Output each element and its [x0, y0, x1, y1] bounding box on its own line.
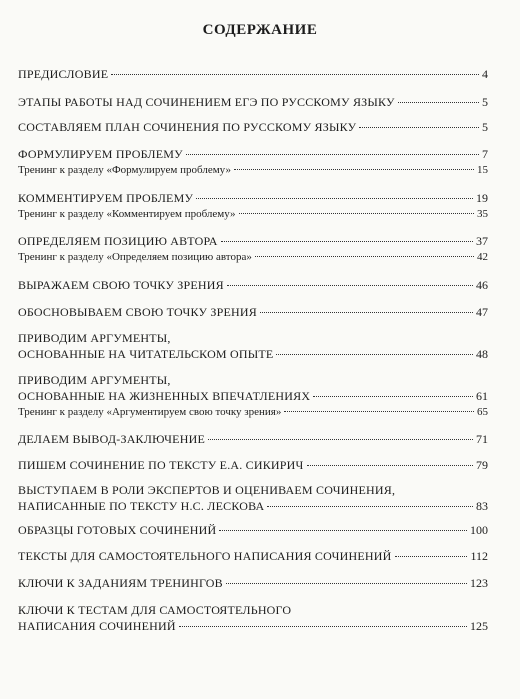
toc-entry — [18, 372, 488, 420]
page-number: 100 — [470, 523, 488, 537]
training-title: Тренинг к разделу «Формулируем проблему» — [18, 164, 231, 176]
dot-leader — [227, 285, 473, 286]
entry-title-line: КЛЮЧИ К ТЕСТАМ ДЛЯ САМОСТОЯТЕЛЬНОГО — [18, 603, 292, 617]
dot-leader — [239, 213, 474, 214]
dot-leader — [111, 74, 479, 75]
page-number: 46 — [476, 278, 488, 292]
toc-entry — [18, 522, 488, 538]
page-number: 19 — [476, 191, 488, 205]
training-title: Тренинг к разделу «Комментируем проблему» — [18, 208, 236, 220]
toc-entry — [18, 602, 488, 634]
entry-title: ОПРЕДЕЛЯЕМ ПОЗИЦИЮ АВТОРА — [18, 234, 218, 248]
dot-leader — [395, 556, 468, 557]
toc-entry — [18, 190, 488, 222]
toc-entry — [18, 66, 488, 82]
entry-title: ТЕКСТЫ ДЛЯ САМОСТОЯТЕЛЬНОГО НАПИСАНИЯ СОЧИНЕНИЙ — [18, 549, 392, 563]
entry-title: ПИШЕМ СОЧИНЕНИЕ ПО ТЕКСТУ Е.А. СИКИРИЧ — [18, 458, 304, 472]
dot-leader — [307, 465, 473, 466]
dot-leader — [284, 411, 474, 412]
toc-entry — [18, 233, 488, 265]
entry-title: ВЫРАЖАЕМ СВОЮ ТОЧКУ ЗРЕНИЯ — [18, 278, 224, 292]
entry-title-line: ВЫСТУПАЕМ В РОЛИ ЭКСПЕРТОВ И ОЦЕНИВАЕМ СОЧИНЕНИЯ, — [18, 483, 396, 497]
toc-entry — [18, 94, 488, 110]
page-number: 4 — [482, 67, 488, 81]
dot-leader — [234, 169, 474, 170]
page-number: 83 — [476, 499, 488, 513]
page-number: 65 — [477, 406, 488, 418]
training-title: Тренинг к разделу «Определяем позицию автора» — [18, 251, 252, 263]
dot-leader — [255, 256, 474, 257]
page-number: 7 — [482, 147, 488, 161]
entry-title: ОБРАЗЦЫ ГОТОВЫХ СОЧИНЕНИЙ — [18, 523, 217, 537]
toc-entry — [18, 548, 488, 564]
dot-leader — [276, 354, 473, 355]
page-number: 123 — [470, 576, 488, 590]
dot-leader — [186, 154, 479, 155]
page-number: 71 — [476, 432, 488, 446]
entry-title-line: ПРИВОДИМ АРГУМЕНТЫ, — [18, 373, 171, 387]
toc-entry — [18, 330, 488, 362]
toc-entry — [18, 277, 488, 293]
page-number: 125 — [470, 619, 488, 633]
training-title: Тренинг к разделу «Аргументируем свою точку зрения» — [18, 406, 282, 418]
toc-entry — [18, 146, 488, 178]
toc-entry — [18, 431, 488, 447]
toc-entry — [18, 457, 488, 473]
dot-leader — [313, 396, 473, 397]
page-number: 5 — [482, 95, 488, 109]
page-number: 37 — [476, 234, 488, 248]
entry-title: НАПИСАНИЯ СОЧИНЕНИЙ — [18, 619, 176, 633]
page-number: 48 — [476, 347, 488, 361]
toc-entry — [18, 482, 488, 514]
entry-title: ФОРМУЛИРУЕМ ПРОБЛЕМУ — [18, 147, 183, 161]
dot-leader — [208, 439, 473, 440]
page-title: СОДЕРЖАНИЕ — [202, 22, 318, 38]
toc-entry — [18, 304, 488, 320]
toc-entry — [18, 575, 488, 591]
entry-title: КЛЮЧИ К ЗАДАНИЯМ ТРЕНИНГОВ — [18, 576, 223, 590]
dot-leader — [267, 506, 473, 507]
dot-leader — [260, 312, 473, 313]
dot-leader — [179, 626, 467, 627]
entry-title: ЭТАПЫ РАБОТЫ НАД СОЧИНЕНИЕМ ЕГЭ ПО РУССКОМУ ЯЗЫКУ — [18, 95, 395, 109]
page-number: 35 — [477, 208, 488, 220]
entry-title-line: ПРИВОДИМ АРГУМЕНТЫ, — [18, 331, 171, 345]
dot-leader — [196, 198, 473, 199]
entry-title: ОСНОВАННЫЕ НА ЖИЗНЕННЫХ ВПЕЧАТЛЕНИЯХ — [18, 389, 311, 403]
toc-entry — [18, 119, 488, 135]
entry-title: ОБОСНОВЫВАЕМ СВОЮ ТОЧКУ ЗРЕНИЯ — [18, 305, 257, 319]
dot-leader — [226, 583, 467, 584]
page-number: 79 — [476, 458, 488, 472]
page-number: 47 — [476, 305, 488, 319]
page-number: 112 — [470, 549, 488, 563]
entry-title: ДЕЛАЕМ ВЫВОД-ЗАКЛЮЧЕНИЕ — [18, 432, 205, 446]
dot-leader — [398, 102, 479, 103]
entry-title: НАПИСАННЫЕ ПО ТЕКСТУ Н.С. ЛЕСКОВА — [18, 499, 265, 513]
entry-title: КОММЕНТИРУЕМ ПРОБЛЕМУ — [18, 191, 194, 205]
page-number: 42 — [477, 251, 488, 263]
page-number: 5 — [482, 120, 488, 134]
page-number: 15 — [477, 164, 488, 176]
entry-title: СОСТАВЛЯЕМ ПЛАН СОЧИНЕНИЯ ПО РУССКОМУ ЯЗЫКУ — [18, 120, 357, 134]
page-number: 61 — [476, 389, 488, 403]
dot-leader — [359, 127, 479, 128]
entry-title: ОСНОВАННЫЕ НА ЧИТАТЕЛЬСКОМ ОПЫТЕ — [18, 347, 274, 361]
entry-title: ПРЕДИСЛОВИЕ — [18, 67, 109, 81]
dot-leader — [221, 241, 473, 242]
dot-leader — [219, 530, 467, 531]
